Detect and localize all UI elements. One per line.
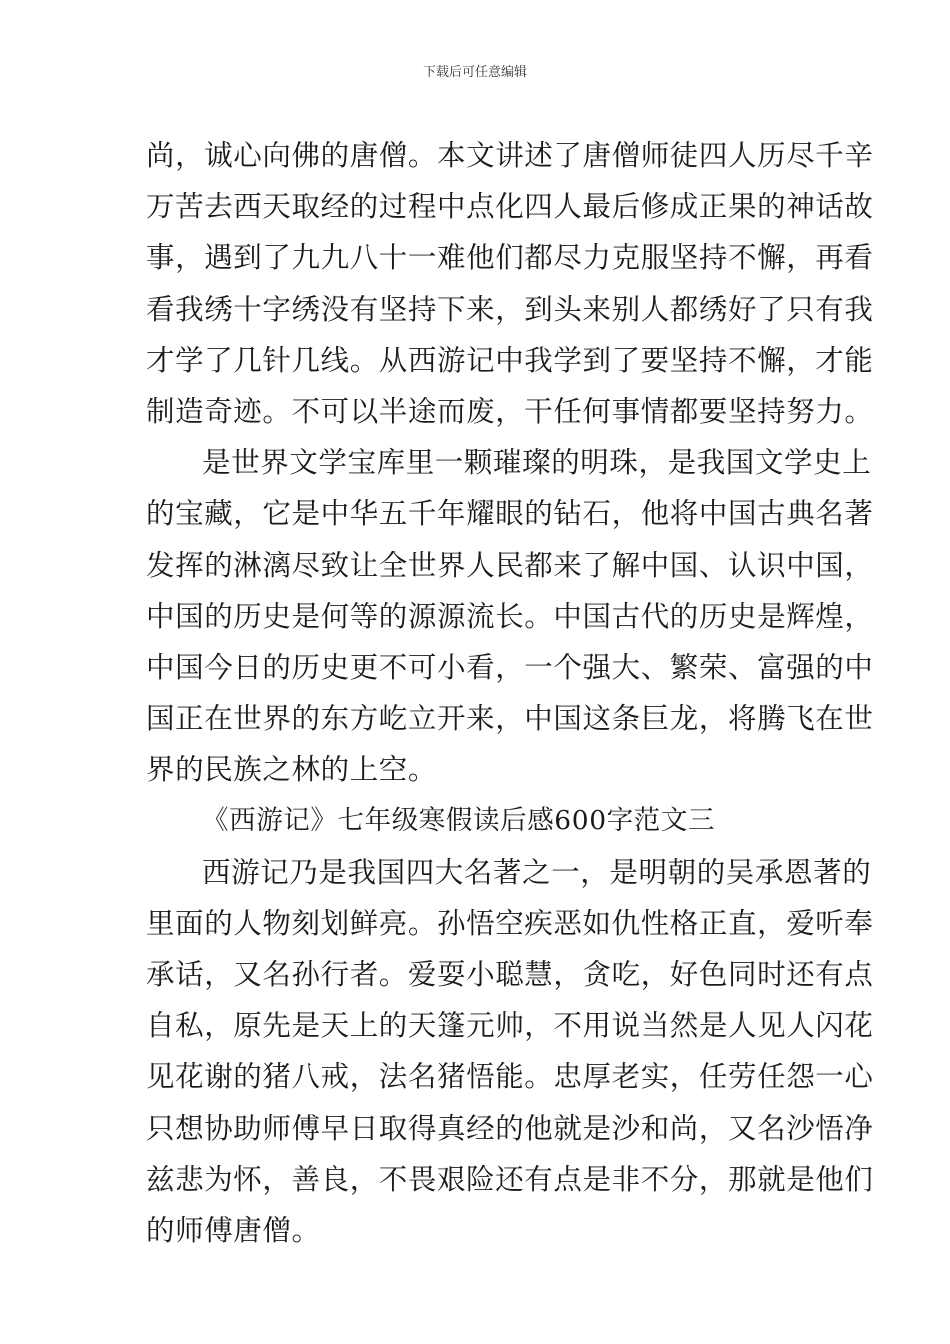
text-line: 中国的历史是何等的源源流长。中国古代的历史是辉煌， bbox=[146, 599, 874, 633]
paragraph-start-line: 是世界文学宝库里一颗璀璨的明珠，是我国文学史上 bbox=[202, 446, 872, 480]
text-line: 承话，又名孙行者。爱耍小聪慧，贪吃，好色同时还有点 bbox=[146, 958, 874, 991]
text-line: 界的民族之林的上空。 bbox=[146, 753, 438, 787]
text-line: 的师傅唐僧。 bbox=[146, 1213, 321, 1247]
text-line: 尚，诚心向佛的唐僧。本文讲述了唐僧师徒四人历尽千辛 bbox=[146, 139, 874, 172]
text-line: 国正在世界的东方屹立开来，中国这条巨龙，将腾飞在世 bbox=[146, 702, 874, 736]
text-line: 的宝藏，它是中华五千年耀眼的钻石，他将中国古典名著 bbox=[146, 497, 874, 531]
text-line: 见花谢的猪八戒，法名猪悟能。忠厚老实，任劳任怨一心 bbox=[146, 1060, 874, 1094]
section-heading: 《西游记》七年级寒假读后感600字范文三 bbox=[202, 805, 716, 837]
text-line: 发挥的淋漓尽致让全世界人民都来了解中国、认识中国， bbox=[146, 548, 874, 582]
text-line: 制造奇迹。不可以半途而废，干任何事情都要坚持努力。 bbox=[146, 394, 874, 428]
text-line: 只想协助师傅早日取得真经的他就是沙和尚，又名沙悟净 bbox=[146, 1111, 874, 1145]
text-line: 万苦去西天取经的过程中点化四人最后修成正果的神话故 bbox=[146, 190, 874, 224]
text-line: 事，遇到了九九八十一难他们都尽力克服坚持不懈，再看 bbox=[146, 241, 874, 275]
text-line: 兹悲为怀，善良，不畏艰险还有点是非不分，那就是他们 bbox=[146, 1162, 874, 1196]
text-line: 才学了几针几线。从西游记中我学到了要坚持不懈，才能 bbox=[146, 343, 874, 377]
text-line: 自私，原先是天上的天篷元帅，不用说当然是人见人闪花 bbox=[146, 1009, 874, 1043]
text-line: 中国今日的历史更不可小看，一个强大、繁荣、富强的中 bbox=[146, 650, 874, 684]
text-line: 看我绣十字绣没有坚持下来，到头来别人都绣好了只有我 bbox=[146, 292, 874, 326]
text-line: 里面的人物刻划鲜亮。孙悟空疾恶如仇性格正直，爱听奉 bbox=[146, 906, 874, 940]
document-body bbox=[146, 130, 874, 1256]
page-header: 下载后可任意编辑 bbox=[422, 65, 527, 80]
paragraph-start-line: 西游记乃是我国四大名著之一，是明朝的吴承恩著的 bbox=[202, 855, 872, 889]
